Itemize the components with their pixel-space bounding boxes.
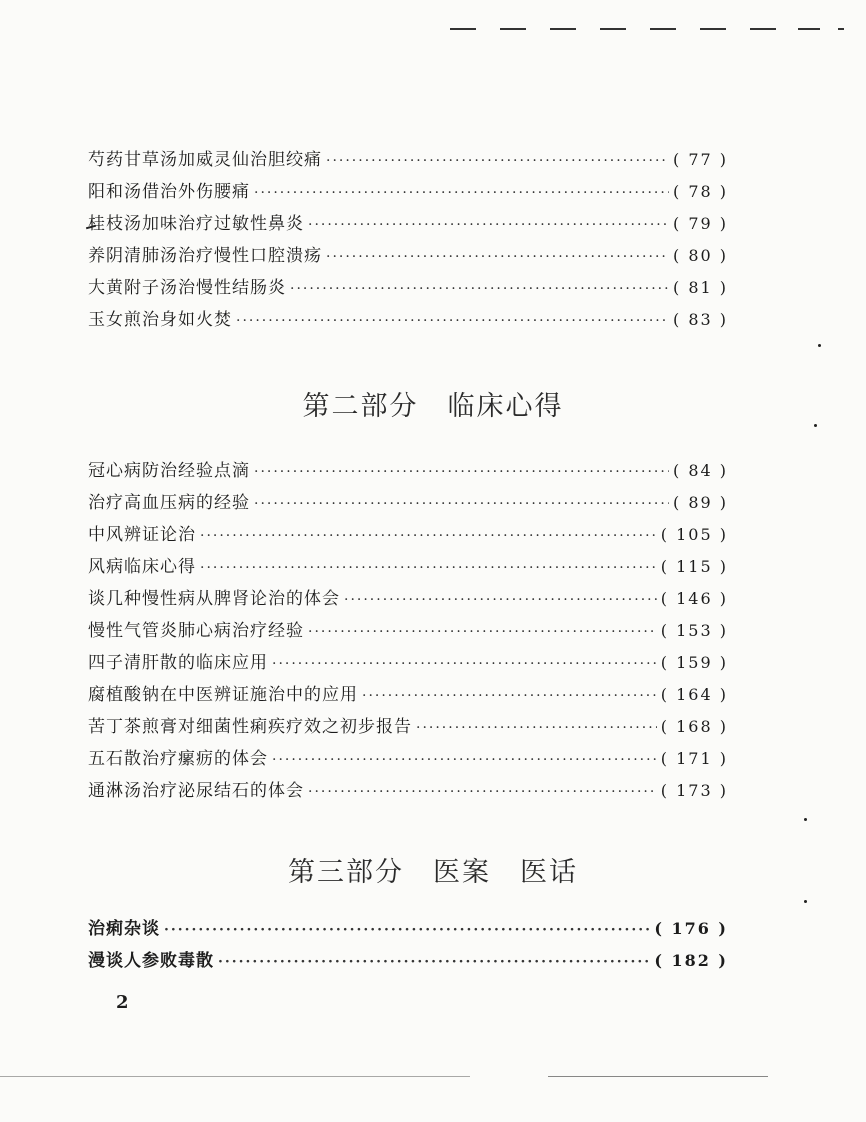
toc-entry[interactable] [88, 241, 728, 273]
toc-entry[interactable] [88, 177, 728, 209]
toc-entry-title: 通淋汤治疗泌尿结石的体会 [88, 781, 304, 801]
toc-entry[interactable] [88, 305, 728, 337]
toc-entry[interactable] [88, 520, 728, 552]
toc-entry-title: 中风辨证论治 [88, 525, 196, 545]
leader-dots [272, 656, 657, 672]
toc-entry[interactable] [88, 488, 728, 520]
toc-entry[interactable] [88, 648, 728, 680]
part1-toc [88, 145, 728, 337]
toc-entry-page: ( 83 ) [672, 310, 728, 329]
toc-entry[interactable] [88, 680, 728, 712]
toc-entry-page: ( 164 ) [660, 685, 728, 704]
page-number: 2 [116, 992, 129, 1013]
part3-heading: 第三部分 医案 医话 [288, 857, 578, 888]
toc-entry[interactable] [88, 456, 728, 488]
toc-entry[interactable] [88, 744, 728, 776]
toc-entry-title: 治痢杂谈 [88, 919, 160, 939]
leader-dots [254, 185, 669, 201]
toc-entry[interactable] [88, 209, 728, 241]
dash [750, 28, 776, 30]
dash [450, 28, 476, 30]
toc-entry-page: ( 78 ) [672, 182, 728, 201]
leader-dots [290, 281, 669, 297]
toc-entry[interactable] [88, 914, 728, 946]
toc-entry[interactable] [88, 584, 728, 616]
toc-entry-title: 腐植酸钠在中医辨证施治中的应用 [88, 685, 358, 705]
toc-entry-title: 慢性气管炎肺心病治疗经验 [88, 621, 304, 641]
dash [650, 28, 676, 30]
toc-entry-title: 养阴清肺汤治疗慢性口腔溃疡 [88, 246, 322, 266]
toc-entry-page: ( 79 ) [672, 214, 728, 233]
scan-line [0, 1076, 470, 1077]
toc-entry-page: ( 182 ) [654, 951, 728, 970]
leader-dots [218, 954, 650, 970]
toc-entry-title: 治疗高血压病的经验 [88, 493, 250, 513]
toc-entry-page: ( 80 ) [672, 246, 728, 265]
toc-entry-page: ( 171 ) [660, 749, 728, 768]
scan-speck [818, 344, 821, 347]
leader-dots [308, 784, 657, 800]
dash [500, 28, 526, 30]
toc-entry-title: 玉女煎治身如火焚 [88, 310, 232, 330]
leader-dots [200, 560, 657, 576]
toc-entry[interactable] [88, 273, 728, 305]
leader-dots [236, 313, 669, 329]
toc-entry-title: 风病临床心得 [88, 557, 196, 577]
toc-entry-page: ( 146 ) [660, 589, 728, 608]
toc-entry[interactable] [88, 712, 728, 744]
toc-entry-page: ( 153 ) [660, 621, 728, 640]
toc-entry[interactable] [88, 946, 728, 978]
leader-dots [362, 688, 657, 704]
toc-entry-title: 谈几种慢性病从脾肾论治的体会 [88, 589, 340, 609]
part2-heading: 第二部分 临床心得 [302, 391, 564, 422]
dash [600, 28, 626, 30]
toc-entry[interactable] [88, 616, 728, 648]
part3-toc [88, 914, 728, 978]
leader-dots [164, 922, 650, 938]
dash [838, 28, 844, 30]
toc-entry[interactable] [88, 552, 728, 584]
toc-entry-page: ( 77 ) [672, 150, 728, 169]
scan-speck [804, 900, 807, 903]
dash [550, 28, 576, 30]
leader-dots [344, 592, 657, 608]
toc-entry-page: ( 84 ) [672, 461, 728, 480]
leader-dots [308, 624, 657, 640]
toc-entry-title: 大黄附子汤治慢性结肠炎 [88, 278, 286, 298]
toc-entry-title: 漫谈人参败毒散 [88, 951, 214, 971]
leader-dots [200, 528, 657, 544]
toc-entry-title: 五石散治疗瘰疬的体会 [88, 749, 268, 769]
toc-entry-title: 四子清肝散的临床应用 [88, 653, 268, 673]
leader-dots [416, 720, 657, 736]
scan-speck [804, 818, 807, 821]
leader-dots [308, 217, 669, 233]
toc-entry-page: ( 115 ) [660, 557, 728, 576]
leader-dots [326, 249, 669, 265]
toc-entry-page: ( 89 ) [672, 493, 728, 512]
toc-entry-title: 阳和汤借治外伤腰痛 [88, 182, 250, 202]
dash [700, 28, 726, 30]
dash [798, 28, 820, 30]
toc-entry[interactable] [88, 776, 728, 808]
toc-entry-title: 苦丁茶煎膏对细菌性痢疾疗效之初步报告 [88, 717, 412, 737]
part2-toc [88, 456, 728, 808]
toc-entry-title: 冠心病防治经验点滴 [88, 461, 250, 481]
toc-entry[interactable] [88, 145, 728, 177]
scan-speck [814, 424, 817, 427]
toc-entry-page: ( 176 ) [654, 919, 728, 938]
leader-dots [254, 496, 669, 512]
toc-entry-page: ( 168 ) [660, 717, 728, 736]
leader-dots [272, 752, 657, 768]
toc-entry-title: 芍药甘草汤加威灵仙治胆绞痛 [88, 150, 322, 170]
toc-entry-page: ( 105 ) [660, 525, 728, 544]
toc-entry-page: ( 173 ) [660, 781, 728, 800]
scan-line [548, 1076, 768, 1077]
leader-dots [326, 153, 669, 169]
toc-entry-page: ( 159 ) [660, 653, 728, 672]
toc-entry-page: ( 81 ) [672, 278, 728, 297]
toc-entry-title: 桂枝汤加味治疗过敏性鼻炎 [88, 214, 304, 234]
leader-dots [254, 464, 669, 480]
